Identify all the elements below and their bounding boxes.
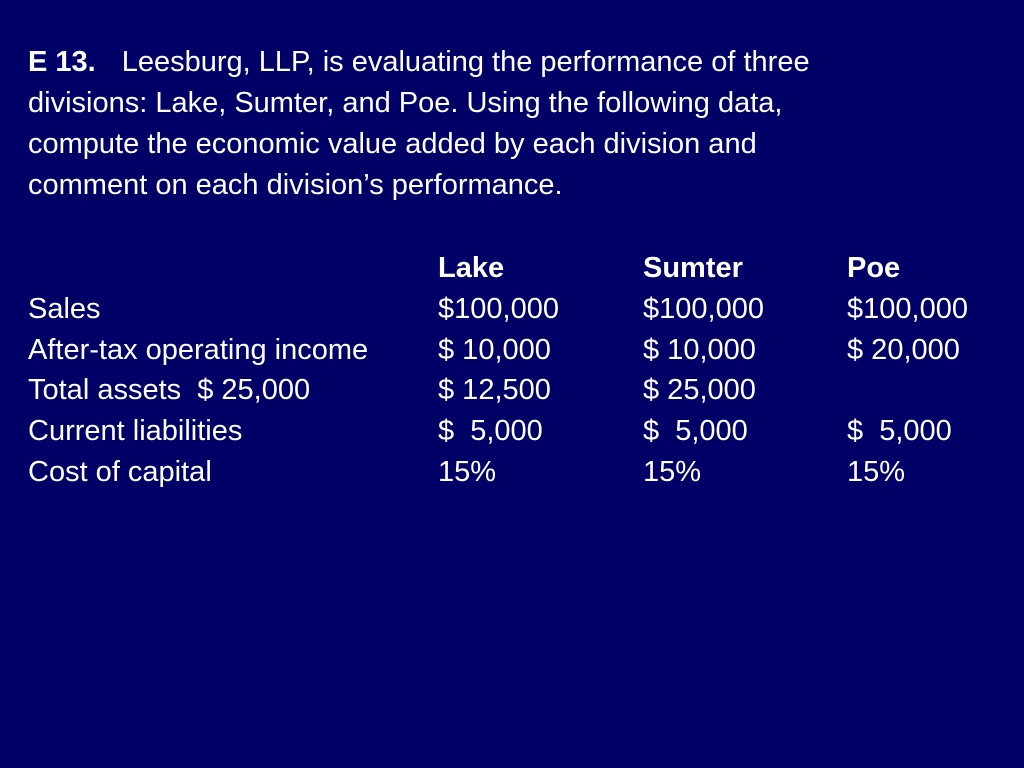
- problem-line-3: compute the economic value added by each division and: [28, 128, 757, 160]
- table-cell-liabilities-sumter: $ 5,000: [643, 415, 748, 447]
- table-cell-sales-lake: $100,000: [438, 293, 559, 325]
- table-cell-cost-sumter: 15%: [643, 456, 702, 488]
- table-cell-cost-poe: 15%: [847, 456, 906, 488]
- row-label-cost-of-capital: Cost of capital: [28, 456, 212, 488]
- table-cell-liabilities-poe: $ 5,000: [847, 415, 952, 447]
- row-label-total-assets: Total assets $ 25,000: [28, 374, 311, 406]
- row-label-sales: Sales: [28, 293, 101, 325]
- problem-statement: [28, 42, 1008, 206]
- table-cell-sales-sumter: $100,000: [643, 293, 764, 325]
- problem-line-2: divisions: Lake, Sumter, and Poe. Using the following data,: [28, 87, 783, 119]
- table-cell-income-sumter: $ 10,000: [643, 334, 756, 366]
- table-cell-cost-lake: 15%: [438, 456, 497, 488]
- table-cell-sales-poe: $100,000: [847, 293, 968, 325]
- problem-label: E 13.: [28, 46, 96, 78]
- table-cell-liabilities-lake: $ 5,000: [438, 415, 543, 447]
- table-cell-income-lake: $ 10,000: [438, 334, 551, 366]
- problem-line-1: [28, 42, 1008, 83]
- row-label-after-tax-operating-income: After-tax operating income: [28, 334, 369, 366]
- problem-text-line: Leesburg, LLP, is evaluating the performance of three: [121, 46, 810, 78]
- table-cell-assets-col-2: $ 25,000: [643, 374, 756, 406]
- column-header-poe: Poe: [847, 252, 901, 284]
- problem-line-4: comment on each division’s performance.: [28, 169, 563, 201]
- column-header-sumter: Sumter: [643, 252, 743, 284]
- table-cell-income-poe: $ 20,000: [847, 334, 960, 366]
- table-cell-assets-col-1: $ 12,500: [438, 374, 551, 406]
- column-header-lake: Lake: [438, 252, 505, 284]
- row-label-current-liabilities: Current liabilities: [28, 415, 243, 447]
